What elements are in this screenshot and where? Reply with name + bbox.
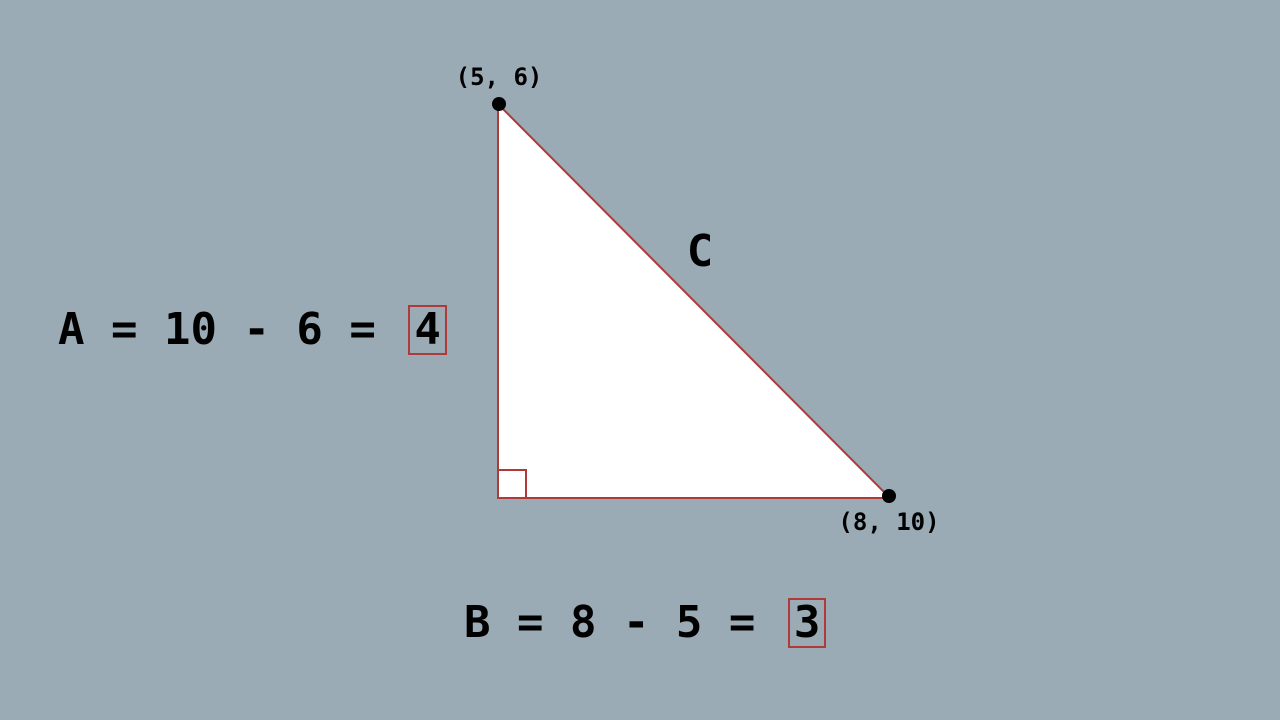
- vertex-point-bottom-right: [882, 489, 896, 503]
- equation-b: [464, 597, 826, 649]
- equation-a-expression: A = 10 - 6 =: [58, 304, 403, 355]
- equation-b-answer: 3: [788, 598, 827, 648]
- vertex-point-top: [492, 97, 506, 111]
- hypotenuse-label: C: [686, 226, 714, 277]
- equation-a-answer: 4: [408, 305, 447, 355]
- vertex-label-bottom-right: (8, 10): [838, 508, 940, 536]
- vertex-label-top: (5, 6): [455, 63, 543, 91]
- equation-b-expression: B = 8 - 5 =: [464, 597, 782, 648]
- equation-a: [58, 304, 447, 356]
- right-triangle: [498, 104, 890, 498]
